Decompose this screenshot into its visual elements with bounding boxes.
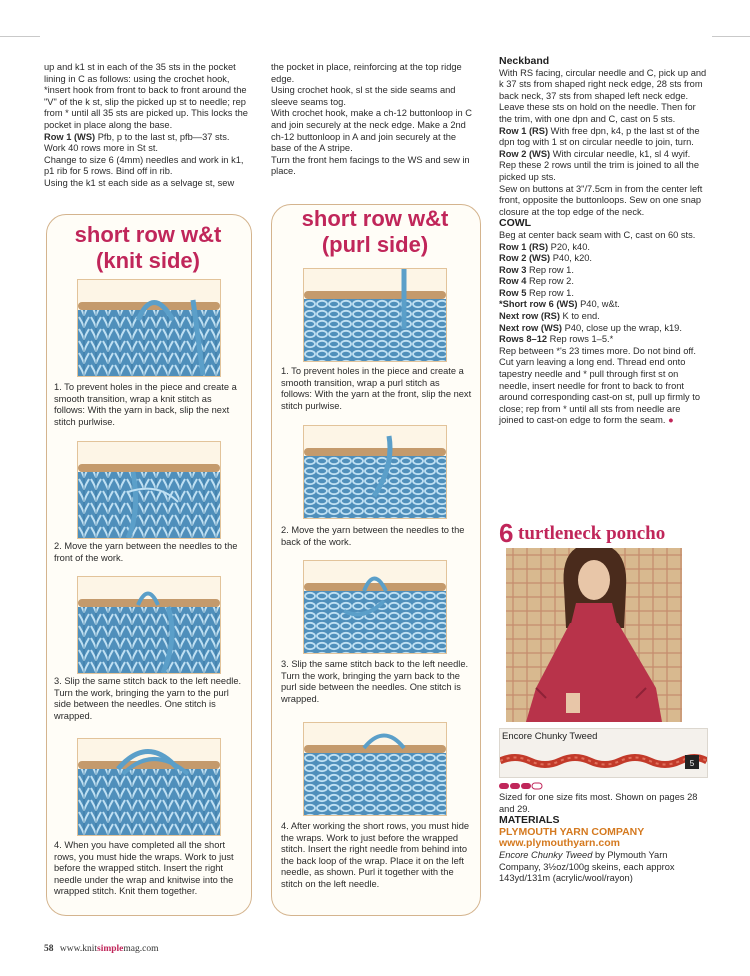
cowl-row-3 [499, 265, 707, 277]
page-footer [44, 944, 158, 954]
neckband-row1 [499, 126, 707, 149]
knit-step-2: 2. Move the yarn between the needles to the front of the work. [54, 541, 238, 563]
row-label: *Short row 6 (WS) [499, 299, 578, 310]
purl-step2-illustration [303, 425, 447, 519]
row-text: Rep row 1. [526, 287, 574, 298]
footer-url[interactable] [60, 944, 159, 954]
col2-para2: Using crochet hook, sl st the side seams and sleeve seams tog. [271, 85, 456, 107]
purl-step-4: 4. After working the short rows, you must hide the wraps. Work to just before the wrapped stitch. Insert the right needle from behind into the back loop of the wrap. Place it on the left needle, as shown. Purl it together with the stitch on the left needle. [281, 821, 470, 889]
row-text: P40, w&t. [577, 299, 620, 310]
nrow1-label: Row 1 (RS) [499, 125, 549, 136]
purl-step3-illustration [303, 560, 447, 654]
knit-step3-illustration [77, 576, 221, 674]
row-label: Row 5 [499, 287, 527, 298]
col1-para4: Using the k1 st each side as a selvage st, sew [44, 177, 235, 188]
row-text: K to end. [559, 311, 600, 322]
url-suffix: mag.com [123, 944, 159, 954]
end-mark: ● [668, 415, 674, 426]
knit-title-line2: (knit side) [96, 248, 200, 273]
url-accent: simple [97, 944, 124, 954]
row-label: Rows 8–12 [499, 334, 548, 345]
nrow1-text: With free dpn, k4, p the last st of the dpn tog with 1 st on circular needle to join, turn. [499, 125, 700, 148]
column-3 [499, 56, 707, 427]
neckband-row2 [499, 149, 707, 184]
row-label: Row 2 (WS) [499, 253, 551, 264]
url-prefix: www.knit [59, 944, 97, 954]
row-label: Row 3 [499, 264, 527, 275]
cowl-row-7 [499, 311, 707, 323]
neckband-text: With RS facing, circular needle and C, pick up and k 37 sts from shaped right neck edge, 28 sts from back neck, 37 sts from shaped left neck edge. Leave these sts on hold on the needle. Then for the trim, with one dpn and C, cast on 5 sts. [499, 67, 707, 124]
col2-para3: With crochet hook, make a ch-12 buttonloop in C and join securely at the neck edge. Make a 2nd ch-12 buttonloop in A and join securely at the base of the A stripe. [271, 108, 473, 154]
knit-side-title [46, 222, 250, 274]
row-label: Next row (RS) [499, 311, 560, 322]
knit-title-line1: short row w&t [74, 222, 222, 247]
cowl-row-1 [499, 242, 707, 254]
yarn-website[interactable]: www.plymouthyarn.com [499, 837, 620, 850]
column-2 [271, 62, 475, 178]
col1-para3: Change to size 6 (4mm) needles and work in k1, p1 rib for 5 rows. Bind off in rib. [44, 154, 244, 177]
yarn-name: Encore Chunky Tweed [499, 849, 593, 860]
knit-step-3: 3. Slip the same stitch back to the left needle. Turn the work, bringing the yarn to the purl side between the needles. One stitch is wrapped. [54, 676, 242, 721]
cowl-row-5 [499, 288, 707, 300]
pattern-number: 6 [499, 518, 514, 548]
knit-step-1: 1. To prevent holes in the piece and create a smooth transition, wrap a knit stitch as follows: With the yarn in back, slip the next stitch purlwise. [54, 382, 237, 427]
cowl-row-9 [499, 334, 707, 346]
page-number: 58 [44, 944, 54, 954]
skein-weight-label: 5 [689, 759, 695, 768]
column-1 [44, 62, 252, 190]
col1-row1 [44, 132, 252, 155]
knit-step4-illustration [77, 738, 221, 836]
purl-step4-illustration [303, 722, 447, 816]
col1-para1: up and k1 st in each of the 35 sts in the pocket lining in C as follows: using the crochet hook, *insert hook from front to back to front around the "V" of the k st, slip the picked up st to needle; rep from * until all 35 sts are picked up. This locks the pocket in place along the base. [44, 62, 248, 130]
purl-step-1: 1. To prevent holes in the piece and create a smooth transition, wrap a purl stitch as follows: With the yarn at the front, slip the next stitch purlwise. [281, 366, 472, 411]
nrow2-label: Row 2 (WS) [499, 148, 551, 159]
row1-label: Row 1 (WS) [44, 131, 96, 142]
knit-step1-illustration [77, 279, 221, 377]
purl-step-3: 3. Slip the same stitch back to the left needle. Turn the work, bringing the yarn back to the purl side between the needles. One stitch is wrapped. [281, 659, 469, 704]
purl-title-line2: (purl side) [321, 232, 429, 257]
poncho-photo [506, 548, 682, 722]
pattern6-details [499, 792, 707, 885]
yarn-company: PLYMOUTH YARN COMPANY [499, 825, 645, 838]
purl-step1-illustration [303, 268, 447, 362]
neckband-heading: Neckband [499, 55, 550, 67]
row-text: P40, k20. [550, 253, 593, 264]
top-rule-right [712, 36, 750, 37]
buttons-text: Sew on buttons at 3"/7.5cm in from the center left front, opposite the buttonloops. Sew on one snap closure at the top edge of the neck. [499, 183, 703, 217]
row1-text: Pfb, p to the last st, pfb—37 sts. Work 40 rows more in St st. [44, 131, 230, 154]
cowl-row-6 [499, 299, 707, 311]
row-text: Rep row 1. [526, 264, 574, 275]
row-text: P20, k40. [548, 241, 590, 252]
row-label: Row 4 [499, 276, 527, 287]
col2-para4: Turn the front hem facings to the WS and sew in place. [271, 154, 470, 177]
cowl-text: Beg at center back seam with C, cast on 60 sts. [499, 229, 696, 240]
pattern-title: turtleneck poncho [518, 523, 666, 544]
row-text: Rep row 2. [526, 276, 574, 287]
cowl-heading: COWL [499, 217, 532, 230]
row-text: P40, close up the wrap, k19. [562, 322, 682, 333]
swatch-label: Encore Chunky Tweed [502, 731, 598, 742]
row-text: Rep rows 1–5.* [547, 334, 614, 345]
purl-title-line1: short row w&t [301, 206, 449, 231]
cowl-row-8 [499, 323, 707, 335]
cowl-row-4 [499, 276, 707, 288]
cowl-row-2 [499, 253, 707, 265]
knit-step2-illustration [77, 441, 221, 539]
sized-text: Sized for one size fits most. Shown on pages 28 and 29. [499, 792, 698, 814]
cowl-end-text [499, 346, 707, 427]
col2-para1: the pocket in place, reinforcing at the top ridge edge. [271, 62, 462, 84]
yarn-text: by Plymouth Yarn Company, 3½oz/100g skeins, each approx 143yd/131m (acrylic/wool/rayon) [499, 849, 675, 884]
yarn-description [499, 850, 707, 885]
nrow2-text: With circular needle, k1, sl 4 wyif. Rep these 2 rows until the trim is joined to all the picked up sts. [499, 148, 699, 182]
row-label: Next row (WS) [499, 322, 563, 333]
knit-step-4: 4. When you have completed all the short rows, you must hide the wraps. Work to just before the wrapped stitch. Insert the right needle under the wrap and knitwise into the wrapped stitch. Knit them together. [54, 840, 234, 897]
top-rule-left [0, 36, 40, 37]
materials-heading: MATERIALS [499, 814, 560, 827]
purl-side-title [271, 206, 479, 258]
end-text: Rep between *'s 23 times more. Do not bind off. Cut yarn leaving a long end. Thread end onto tapestry needle and * pull through first st on needle, insert needle for front to back to front around corresponding cast-on st, pull up firmly to close; rep from * until all sts from needle are joined to cast-on edge to form the seam. [499, 345, 701, 426]
purl-step-2: 2. Move the yarn between the needles to the back of the work. [281, 525, 465, 547]
row-label: Row 1 (RS) [499, 241, 549, 252]
